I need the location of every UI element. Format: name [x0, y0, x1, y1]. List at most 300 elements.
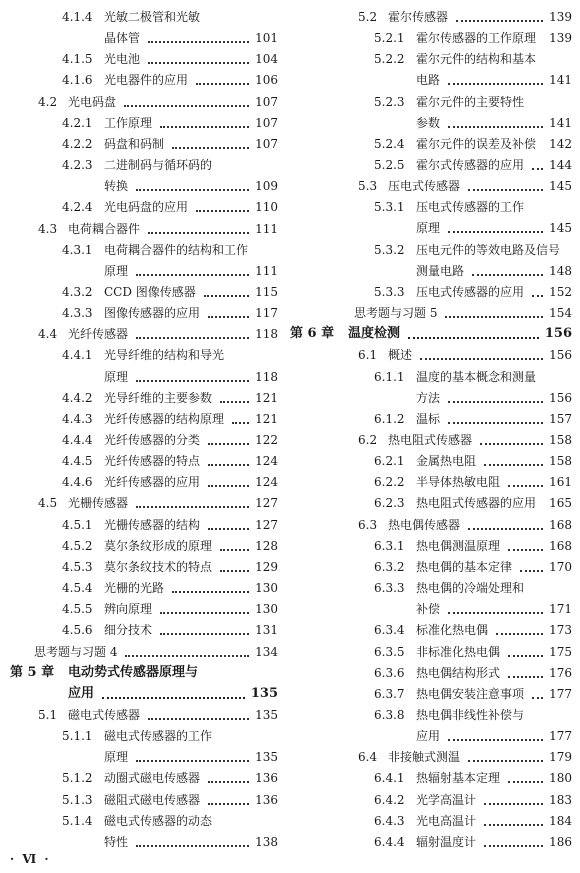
toc-dot-leader: [208, 781, 249, 783]
toc-entry-line: [290, 51, 580, 67]
toc-entry-title: 半导体热敏电阻: [416, 475, 501, 490]
toc-entry-line: [290, 580, 580, 596]
toc-dot-leader: [148, 62, 249, 64]
toc-entry-line: [0, 326, 290, 342]
toc-entry-title: 压电元件的等效电路及信号: [416, 242, 561, 257]
toc-entry-page: 165: [549, 496, 572, 511]
toc-entry-title: 光导纤维的结构和导光: [104, 348, 225, 363]
toc-entry-line: [0, 199, 290, 215]
toc-entry-title: 热电阻式传感器的应用: [416, 496, 537, 511]
toc-entry-number: 4.5.3: [62, 559, 93, 574]
toc-entry-page: 177: [549, 686, 572, 701]
toc-dot-leader: [102, 697, 245, 699]
toc-entry-line: [0, 728, 290, 744]
toc-entry-number: 4.2.1: [62, 115, 93, 130]
toc-dot-leader: [160, 612, 249, 614]
toc-dot-leader: [508, 655, 543, 657]
toc-entry-line: [0, 495, 290, 511]
toc-entry-page: 135: [255, 750, 278, 765]
toc-entry-title: 方法: [416, 390, 441, 405]
toc-entry-title: 码盘和码制: [104, 136, 165, 151]
toc-entry-title: 光敏二极管和光敏: [104, 10, 201, 24]
toc-entry-title: 光导纤维的主要参数: [104, 390, 213, 405]
toc-entry-line: [290, 157, 580, 173]
toc-entry-number: 4.5.2: [62, 538, 93, 553]
toc-entry-page: 121: [255, 411, 278, 426]
toc-entry-title: 特性: [104, 834, 129, 849]
toc-entry-line: [0, 115, 290, 131]
toc-entry-title: 光电码盘的应用: [104, 200, 189, 215]
toc-entry-line: [0, 136, 290, 152]
toc-entry-line: [290, 178, 580, 194]
toc-entry-title: 温度的基本概念和测量: [416, 369, 537, 384]
toc-entry-title: 热电偶传感器: [388, 517, 461, 532]
toc-entry-page: 173: [549, 623, 572, 638]
toc-dot-leader: [448, 422, 543, 424]
toc-entry-title: 思考题与习题 4: [34, 644, 118, 659]
toc-entry-title: 温度检测: [348, 326, 401, 342]
toc-entry-number: 6.1: [358, 348, 378, 363]
toc-dot-leader: [468, 760, 543, 762]
toc-entry-number: 5.2.5: [374, 158, 405, 173]
toc-entry-line: [0, 221, 290, 237]
toc-dot-leader: [456, 20, 543, 22]
toc-entry-page: 106: [255, 73, 278, 88]
toc-entry-line: [290, 199, 580, 215]
toc-entry-title: 测量电路: [416, 263, 465, 278]
toc-entry-line: [0, 178, 290, 194]
toc-entry-line: [290, 665, 580, 681]
toc-entry-title: 莫尔条纹形成的原理: [104, 538, 213, 553]
toc-entry-page: 180: [549, 771, 572, 786]
toc-dot-leader: [125, 655, 249, 657]
toc-entry-line: [290, 284, 580, 300]
toc-entry-line: [0, 792, 290, 808]
toc-entry-line: [290, 644, 580, 660]
toc-entry-page: 109: [255, 179, 278, 194]
toc-entry-line: [290, 136, 580, 152]
toc-entry-line: [290, 115, 580, 131]
toc-entry-line: [0, 284, 290, 300]
toc-entry-line: [290, 347, 580, 363]
toc-entry-title: 光栅传感器的结构: [104, 517, 201, 532]
toc-entry-page: 157: [549, 411, 572, 426]
toc-entry-title: 晶体管: [104, 31, 141, 46]
toc-entry-page: 111: [255, 221, 278, 236]
toc-entry-title: 原理: [104, 369, 129, 384]
toc-entry-title: 热电偶结构形式: [416, 665, 501, 680]
toc-entry-page: 130: [255, 602, 278, 617]
toc-entry-line: [290, 220, 580, 236]
toc-entry-page: 186: [549, 834, 572, 849]
toc-entry-page: 131: [255, 623, 278, 638]
toc-entry-number: 6.3.8: [374, 707, 405, 722]
toc-entry-page: 115: [255, 284, 278, 299]
toc-entry-line: [290, 792, 580, 808]
toc-entry-page: 183: [549, 792, 572, 807]
toc-entry-title: 磁电式传感器的工作: [104, 729, 213, 744]
toc-entry-page: 144: [549, 158, 572, 173]
toc-dot-leader: [208, 316, 249, 318]
toc-entry-number: 4.5.4: [62, 581, 93, 596]
toc-entry-page: 156: [549, 390, 572, 405]
toc-entry-title: 光纤传感器: [68, 327, 129, 342]
toc-entry-number: 4.2.3: [62, 158, 93, 173]
toc-entry-page: 128: [255, 538, 278, 553]
toc-entry-page: 145: [549, 179, 572, 194]
toc-entry-line: [290, 538, 580, 554]
toc-entry-page: 136: [255, 792, 278, 807]
toc-entry-line: [0, 347, 290, 363]
toc-entry-page: 184: [549, 813, 572, 828]
toc-entry-page: 168: [549, 517, 572, 532]
toc-entry-page: 158: [549, 433, 572, 447]
toc-entry-number: 5.3.2: [374, 242, 405, 257]
toc-entry-number: 4.2.2: [62, 136, 93, 151]
toc-dot-leader: [220, 570, 249, 572]
toc-dot-leader: [508, 676, 543, 678]
toc-entry-line: [0, 242, 290, 258]
toc-entry-number: 4.5.1: [62, 517, 93, 532]
toc-dot-leader: [160, 126, 249, 128]
toc-entry-title: 光电池: [104, 52, 141, 67]
toc-entry-number: 6.4.3: [374, 813, 405, 828]
toc-entry-title: 电动势式传感器原理与: [68, 664, 199, 680]
toc-entry-page: 139: [549, 10, 572, 24]
toc-dot-leader: [445, 316, 543, 318]
toc-entry-number: 5.1.1: [62, 729, 93, 744]
toc-entry-line: [0, 453, 290, 469]
toc-entry-number: 5.1.3: [62, 792, 93, 807]
toc-entry-page: 110: [255, 200, 278, 215]
toc-dot-leader: [484, 845, 543, 847]
toc-entry-number: 5.2.3: [374, 94, 405, 109]
toc-entry-line: [0, 834, 290, 850]
toc-entry-line: [290, 559, 580, 575]
toc-entry-number: 6.2.2: [374, 475, 405, 490]
toc-entry-title: 热电偶的冷端处理和: [416, 581, 525, 596]
toc-entry-page: 139: [549, 31, 572, 46]
toc-entry-line: [0, 432, 290, 448]
toc-dot-leader: [136, 189, 249, 191]
toc-dot-leader: [408, 337, 539, 339]
toc-entry-title: 补偿: [416, 602, 441, 617]
toc-dot-leader: [484, 803, 543, 805]
toc-entry-page: 179: [549, 750, 572, 765]
toc-dot-leader: [484, 464, 543, 466]
toc-entry-page: 170: [549, 559, 572, 574]
toc-entry-number: 6.4.2: [374, 792, 405, 807]
toc-entry-line: [0, 644, 290, 660]
toc-entry-title: 光纤传感器的特点: [104, 454, 201, 469]
toc-dot-leader: [484, 824, 543, 826]
toc-entry-title: 光学高温计: [416, 792, 477, 807]
toc-entry-title: 应用: [68, 685, 95, 701]
toc-dot-leader: [468, 189, 543, 191]
toc-entry-number: 4.4.3: [62, 411, 93, 426]
toc-entry-line: [0, 390, 290, 406]
toc-entry-page: 124: [255, 454, 278, 469]
toc-dot-leader: [196, 210, 249, 212]
toc-entry-number: 6.4.1: [374, 771, 405, 786]
toc-entry-title: 二进制码与循环码的: [104, 158, 213, 173]
toc-dot-leader: [208, 464, 249, 466]
toc-entry-title: 光纤传感器的分类: [104, 433, 201, 447]
toc-entry-title: 磁电式传感器的动态: [104, 813, 213, 828]
toc-entry-number: 5.1.4: [62, 813, 93, 828]
toc-dot-leader: [448, 401, 543, 403]
toc-entry-title: 概述: [388, 348, 413, 363]
toc-entry-line: [0, 263, 290, 279]
toc-entry-page: 129: [255, 559, 278, 574]
toc-entry-page: 175: [549, 644, 572, 659]
toc-entry-title: CCD 图像传感器: [104, 284, 196, 299]
toc-entry-title: 思考题与习题 5: [354, 306, 438, 321]
toc-entry-number: 6.4: [358, 750, 378, 765]
toc-entry-page: 121: [255, 390, 278, 405]
toc-dot-leader: [172, 591, 249, 593]
toc-entry-title: 图像传感器的应用: [104, 306, 201, 321]
toc-entry-number: 6.3.5: [374, 644, 405, 659]
toc-entry-number: 6.3.7: [374, 686, 405, 701]
toc-entry-title: 热电偶的基本定律: [416, 559, 513, 574]
toc-entry-title: 电荷耦合器件: [68, 221, 141, 236]
toc-dot-leader: [136, 380, 249, 382]
toc-dot-leader: [232, 422, 249, 424]
toc-dot-leader: [448, 126, 543, 128]
toc-entry-title: 原理: [416, 221, 441, 236]
toc-entry-page: 107: [255, 115, 278, 130]
toc-dot-leader: [160, 633, 249, 635]
toc-entry-line: [0, 749, 290, 765]
toc-entry-line: [0, 411, 290, 427]
toc-entry-title: 热辐射基本定理: [416, 771, 501, 786]
toc-entry-number: 6.3.6: [374, 665, 405, 680]
toc-entry-number: 6.3.1: [374, 538, 405, 553]
toc-dot-leader: [420, 358, 543, 360]
toc-entry-page: 107: [255, 94, 278, 109]
page-number-marker: · Ⅵ ·: [10, 852, 51, 866]
toc-entry-number: 第 5 章: [10, 664, 55, 680]
toc-entry-line: [290, 411, 580, 427]
toc-entry-page: 158: [549, 454, 572, 469]
toc-entry-line: [0, 30, 290, 46]
toc-entry-number: 4.3.3: [62, 306, 93, 321]
toc-entry-number: 4.3.2: [62, 284, 93, 299]
toc-entry-page: 118: [255, 327, 278, 342]
toc-entry-number: 5.2.2: [374, 52, 405, 67]
toc-entry-page: 142: [549, 136, 572, 151]
toc-dot-leader: [172, 147, 249, 149]
toc-entry-title: 莫尔条纹技术的特点: [104, 559, 213, 574]
toc-entry-number: 6.2: [358, 433, 378, 447]
toc-dot-leader: [448, 231, 543, 233]
toc-entry-line: [0, 474, 290, 490]
toc-entry-title: 磁阻式磁电传感器: [104, 792, 201, 807]
toc-entry-page: 118: [255, 369, 278, 384]
toc-entry-page: 127: [255, 517, 278, 532]
toc-entry-line: [0, 94, 290, 110]
toc-entry-title: 霍尔传感器: [388, 10, 449, 24]
toc-entry-number: 4.4: [38, 327, 58, 342]
toc-entry-title: 压电式传感器: [388, 179, 461, 194]
toc-entry-page: 127: [255, 496, 278, 511]
toc-entry-page: 130: [255, 581, 278, 596]
toc-dot-leader: [124, 105, 249, 107]
toc-entry-page: 135: [255, 707, 278, 722]
toc-entry-title: 光电器件的应用: [104, 73, 189, 88]
toc-entry-number: 5.1: [38, 707, 58, 722]
toc-entry-line: [290, 495, 580, 511]
toc-dot-leader: [136, 845, 249, 847]
toc-entry-number: 5.1.2: [62, 771, 93, 786]
toc-entry-number: 4.3: [38, 221, 58, 236]
toc-dot-leader: [480, 443, 543, 445]
toc-entry-page: 154: [549, 306, 572, 321]
toc-entry-title: 原理: [104, 263, 129, 278]
toc-entry-line: [0, 72, 290, 88]
toc-entry-title: 转换: [104, 179, 129, 194]
toc-dot-leader: [136, 506, 249, 508]
toc-entry-line: [0, 770, 290, 786]
toc-dot-leader: [204, 295, 249, 297]
toc-entry-page: 168: [549, 538, 572, 553]
toc-entry-number: 4.5: [38, 496, 58, 511]
toc-entry-number: 6.3: [358, 517, 378, 532]
toc-dot-leader: [136, 760, 249, 762]
toc-entry-title: 光栅的光路: [104, 581, 165, 596]
toc-entry-title: 辨向原理: [104, 602, 153, 617]
toc-entry-line: [0, 580, 290, 596]
toc-entry-title: 热电偶测温原理: [416, 538, 501, 553]
toc-entry-line: [290, 813, 580, 829]
toc-dot-leader: [532, 168, 543, 170]
toc-entry-line: [0, 517, 290, 533]
toc-entry-line: [290, 94, 580, 110]
toc-entry-number: 6.1.1: [374, 369, 405, 384]
toc-entry-number: 4.5.6: [62, 623, 93, 638]
toc-entry-line: [290, 517, 580, 533]
toc-entry-line: [290, 834, 580, 850]
toc-entry-title: 电路: [416, 73, 441, 88]
toc-dot-leader: [508, 549, 543, 551]
toc-dot-leader: [520, 570, 543, 572]
toc-entry-number: 4.2: [38, 94, 58, 109]
toc-entry-number: 4.4.4: [62, 433, 93, 447]
toc-entry-line: [290, 305, 580, 321]
toc-dot-leader: [532, 697, 543, 699]
toc-entry-line: [0, 538, 290, 554]
toc-entry-title: 磁电式传感器: [68, 707, 141, 722]
toc-dot-leader: [220, 401, 249, 403]
toc-entry-line: [0, 157, 290, 173]
toc-entry-title: 电荷耦合器件的结构和工作: [104, 242, 249, 257]
toc-entry-line: [0, 707, 290, 723]
toc-entry-line: [290, 72, 580, 88]
toc-dot-leader: [448, 612, 543, 614]
toc-entry-title: 温标: [416, 411, 441, 426]
toc-entry-title: 金属热电阻: [416, 454, 477, 469]
toc-dot-leader: [136, 337, 249, 339]
toc-entry-title: 辐射温度计: [416, 834, 477, 849]
toc-entry-number: 5.2: [358, 10, 378, 24]
toc-entry-line: [0, 305, 290, 321]
toc-entry-title: 细分技术: [104, 623, 153, 638]
toc-entry-page: 152: [549, 284, 572, 299]
toc-entry-number: 4.2.4: [62, 200, 93, 215]
toc-entry-page: 156: [544, 326, 572, 342]
toc-entry-number: 4.1.4: [62, 10, 93, 24]
toc-entry-title: 霍尔传感器的工作原理: [416, 31, 537, 46]
toc-entry-page: 148: [549, 263, 572, 278]
toc-entry-number: 5.2.1: [374, 31, 405, 46]
toc-entry-title: 标准化热电偶: [416, 623, 489, 638]
toc-entry-line: [290, 242, 580, 258]
toc-entry-number: 4.4.1: [62, 348, 93, 363]
toc-entry-line: [0, 622, 290, 638]
toc-entry-number: 5.3: [358, 179, 378, 194]
toc-entry-line: [290, 474, 580, 490]
toc-entry-line: [290, 707, 580, 723]
toc-entry-number: 4.4.5: [62, 454, 93, 469]
toc-entry-line: [0, 665, 290, 681]
toc-entry-title: 工作原理: [104, 115, 153, 130]
toc-dot-leader: [208, 443, 249, 445]
toc-entry-page: 161: [549, 475, 572, 490]
toc-entry-line: [290, 30, 580, 46]
toc-entry-page: 156: [549, 348, 572, 363]
toc-entry-line: [290, 432, 580, 448]
toc-entry-title: 参数: [416, 115, 441, 130]
toc-entry-title: 压电式传感器的应用: [416, 284, 525, 299]
toc-entry-title: 光纤传感器的结构原理: [104, 411, 225, 426]
toc-entry-number: 4.1.5: [62, 52, 93, 67]
toc-dot-leader: [148, 718, 249, 720]
toc-entry-number: 4.4.6: [62, 475, 93, 490]
toc-entry-line: [290, 369, 580, 385]
toc-entry-line: [290, 601, 580, 617]
toc-entry-line: [290, 770, 580, 786]
toc-dot-leader: [472, 274, 543, 276]
toc-entry-line: [0, 51, 290, 67]
toc-entry-page: 117: [255, 306, 278, 321]
toc-entry-page: 124: [255, 475, 278, 490]
toc-entry-line: [290, 263, 580, 279]
toc-entry-number: 6.1.2: [374, 411, 405, 426]
toc-entry-title: 热电偶安装注意事项: [416, 686, 525, 701]
toc-entry-title: 热电阻式传感器: [388, 433, 473, 447]
toc-entry-title: 霍尔元件的结构和基本: [416, 52, 537, 67]
toc-entry-page: 107: [255, 136, 278, 151]
toc-entry-number: 6.3.2: [374, 559, 405, 574]
toc-entry-title: 光纤传感器的应用: [104, 475, 201, 490]
toc-entry-title: 非标准化热电偶: [416, 644, 501, 659]
toc-dot-leader: [208, 803, 249, 805]
toc-entry-title: 光栅传感器: [68, 496, 129, 511]
toc-dot-leader: [508, 781, 543, 783]
toc-entry-title: 热电偶非线性补偿与: [416, 707, 525, 722]
toc-entry-line: [0, 686, 290, 702]
toc-entry-line: [290, 390, 580, 406]
toc-entry-line: [0, 813, 290, 829]
toc-dot-leader: [508, 485, 543, 487]
toc-entry-line: [290, 686, 580, 702]
toc-entry-page: 177: [549, 729, 572, 744]
toc-entry-page: 145: [549, 221, 572, 236]
toc-entry-line: [0, 601, 290, 617]
toc-entry-page: 104: [255, 52, 278, 67]
toc-entry-line: [290, 728, 580, 744]
